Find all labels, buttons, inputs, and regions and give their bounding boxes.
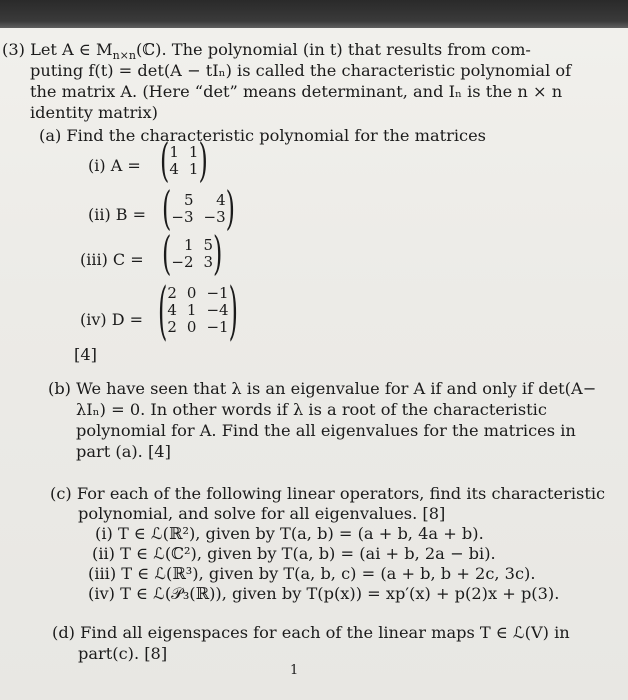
part-b-line2: λIₙ) = 0. In other words if λ is a root of the characteristic [76,400,547,419]
matrix-left-paren: ( [162,182,172,236]
top-dark-edge [0,0,628,30]
matrix-d-label: (iv) D = [80,310,144,329]
part-b-line1: (b) We have seen that λ is an eigenvalue for A if and only if det(A− [48,379,597,398]
matrix-cell: 5 [203,236,214,254]
part-b-line3: polynomial for A. Find the all eigenvalues for the matrices in [76,421,576,440]
matrix-cell: 0 [186,284,197,302]
matrix-grid [171,192,225,226]
matrix-cell: 0 [186,318,197,336]
part-c-item-iv: (iv) T ∈ ℒ(𝒫₃(ℝ)), given by T(p(x)) = xp′(x) + p(2)x + p(3). [88,584,560,603]
matrix-cell: 2 [167,284,177,302]
matrix-right-paren: ) [198,134,208,188]
q3-line2: puting f(t) = det(A − tIₙ) is called the characteristic polynomial of [30,61,572,80]
matrix-right-paren: ) [213,227,223,281]
matrix-c [162,227,223,281]
matrix-cell: 4 [216,191,226,209]
matrix-c-label: (iii) C = [80,250,144,269]
matrix-b-label: (ii) B = [88,205,147,224]
matrix-cell: 1 [169,143,179,161]
matrix-grid [169,144,198,178]
matrix-cell: 1 [186,301,197,319]
part-c-line1: (c) For each of the following linear operators, find its characteristic [50,484,606,503]
matrix-cell: −2 [171,253,194,271]
part-d-line1: (d) Find all eigenspaces for each of the linear maps T ∈ ℒ(V) in [52,623,570,642]
part-a-prompt: (a) Find the characteristic polynomial for the matrices [39,126,486,145]
matrix-left-paren: ( [160,134,170,188]
part-b-line4: part (a). [4] [76,442,171,461]
page-number: 1 [290,663,299,678]
matrix-cell: 2 [167,318,177,336]
matrix-cell: 1 [183,236,194,254]
matrix-right-paren: ) [228,274,238,347]
q3-line4: identity matrix) [30,103,158,122]
matrix-left-paren: ( [162,227,172,281]
matrix-cell: −4 [206,301,229,319]
matrix-cell: 4 [169,160,179,178]
q3-line3: the matrix A. (Here “det” means determinant, and Iₙ is the n × n [30,82,563,101]
part-c-item-ii: (ii) T ∈ ℒ(ℂ²), given by T(a, b) = (ai + b, 2a − bi). [92,544,496,563]
matrix-cell: −1 [206,284,229,302]
matrix-cell: 1 [188,143,199,161]
matrix-cell: −3 [203,208,226,226]
matrix-cell: 4 [167,301,177,319]
matrix-cell: 1 [188,160,199,178]
part-c-item-iii: (iii) T ∈ ℒ(ℝ³), given by T(a, b, c) = (a + b, b + 2c, 3c). [88,564,536,583]
matrix-b [162,182,235,236]
part-c-item-i: (i) T ∈ ℒ(ℝ²), given by T(a, b) = (a + b, 4a + b). [95,524,484,543]
matrix-right-paren: ) [225,182,235,236]
matrix-left-paren: ( [158,274,168,347]
matrix-a-label: (i) A = [88,156,141,175]
matrix-grid [171,237,213,271]
matrix-cell: 3 [203,253,214,271]
part-a-marks: [4] [74,345,97,364]
part-d-line2: part(c). [8] [78,644,168,663]
part-c-line2: polynomial, and solve for all eigenvalues. [8] [78,504,446,523]
q3-line1: (3) Let A ∈ $M_{n\times n}(ℂ)$. The polynomial (in t) that results from com- [2,40,531,63]
matrix-cell: −3 [171,208,194,226]
matrix-a [160,134,208,188]
matrix-d [158,274,238,347]
matrix-grid [167,285,228,336]
matrix-cell: 5 [183,191,194,209]
matrix-cell: −1 [206,318,229,336]
